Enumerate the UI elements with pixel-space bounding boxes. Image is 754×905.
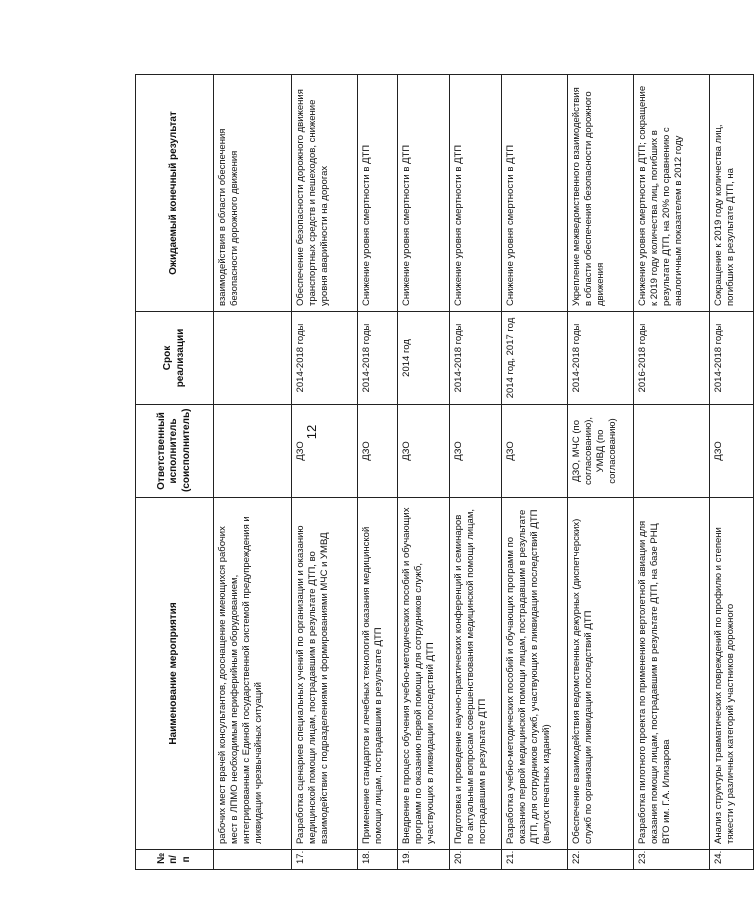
cell-num <box>214 850 292 870</box>
cell-executor: ДЗО <box>502 405 568 498</box>
cell-executor: ДЗО <box>710 405 754 498</box>
table-row <box>710 75 754 870</box>
cell-term: 2014-2018 годы <box>292 312 358 405</box>
table-row <box>358 75 398 870</box>
header-executor: Ответственный исполнитель (соисполнитель) <box>136 405 214 498</box>
table-row <box>292 75 358 870</box>
cell-result: Укрепление межведомственного взаимодействия в области обеспечения безопасности дорожного движения <box>568 75 634 312</box>
measures-table <box>135 74 754 870</box>
cell-num: 24. <box>710 850 754 870</box>
header-num: № п/п <box>136 850 214 870</box>
rotated-table-container <box>135 75 736 870</box>
cell-name: рабочих мест врачей консультантов, дооснащение имеющихся рабочих мест в ЛПМО необходимым периферийным оборудованием, интегрированным с Единой государственной системой предупреждения и ликвидации чрезвычайных ситуаций <box>214 498 292 850</box>
table-body <box>214 75 754 870</box>
cell-name: Подготовка и проведение научно-практических конференций и семинаров по актуальным вопросам совершенствования медицинской помощи лицам, пострадавшим в результате ДТП <box>450 498 502 850</box>
header-term: Срок реализации <box>136 312 214 405</box>
cell-result: Обеспечение безопасности дорожного движения транспортных средств и пешеходов, снижение уровня аварийности на дорогах <box>292 75 358 312</box>
cell-name: Применение стандартов и лечебных технологий оказания медицинской помощи лицам, пострадавшим в результате ДТП <box>358 498 398 850</box>
cell-executor: ДЗО <box>358 405 398 498</box>
table-header-row <box>136 75 214 870</box>
cell-executor <box>634 405 710 498</box>
table-row <box>398 75 450 870</box>
cell-result: взаимодействия в области обеспечения безопасности дорожного движения <box>214 75 292 312</box>
cell-num: 18. <box>358 850 398 870</box>
cell-result: Сокращение к 2019 году количества лиц, погибших в результате ДТП, на <box>710 75 754 312</box>
cell-num: 19. <box>398 850 450 870</box>
cell-executor: ДЗО, МЧС (по согласованию), УМВД (по согласованию) <box>568 405 634 498</box>
cell-num: 23. <box>634 850 710 870</box>
cell-executor: ДЗО <box>398 405 450 498</box>
cell-term: 2014-2018 годы <box>710 312 754 405</box>
header-result: Ожидаемый конечный результат <box>136 75 214 312</box>
cell-result: Снижение уровня смертности в ДТП <box>502 75 568 312</box>
cell-result: Снижение уровня смертности в ДТП; сокращение к 2019 году количества лиц, погибших в результате ДТП, на 20% по сравнению с аналогичным показателем в 2012 году <box>634 75 710 312</box>
cell-num: 22. <box>568 850 634 870</box>
cell-num: 20. <box>450 850 502 870</box>
cell-name: Разработка учебно-методических пособий и обучающих программ по оказанию первой медицинской помощи лицам, пострадавшим в результате ДТП, для сотрудников служб, участвующих в ликвидации последствий ДТП (выпуск печатных изданий) <box>502 498 568 850</box>
table-row <box>568 75 634 870</box>
cell-term: 2016-2018 годы <box>634 312 710 405</box>
cell-num: 17. <box>292 850 358 870</box>
table-row <box>634 75 710 870</box>
cell-name: Разработка сценариев специальных учений по организации и оказанию медицинской помощи лицам, пострадавшим в результате ДТП, во взаимодействии с подразделениями и формированиями МЧС и УМВД <box>292 498 358 850</box>
page-number: 12 <box>304 424 319 440</box>
header-name: Наименование мероприятия <box>136 498 214 850</box>
cell-result: Снижение уровня смертности в ДТП <box>358 75 398 312</box>
cell-term: 2014 год <box>398 312 450 405</box>
cell-executor <box>214 405 292 498</box>
table-row <box>450 75 502 870</box>
cell-term: 2014-2018 годы <box>358 312 398 405</box>
cell-name: Обеспечение взаимодействия ведомственных дежурных (диспетчерских) служб по организации ликвидации последствий ДТП <box>568 498 634 850</box>
cell-result: Снижение уровня смертности в ДТП <box>398 75 450 312</box>
cell-executor: ДЗО <box>292 405 358 498</box>
cell-name: Внедрение в процесс обучения учебно-методических пособий и обучающих программ по оказанию первой помощи для сотрудников служб, участвующих в ликвидации последствий ДТП <box>398 498 450 850</box>
cell-term: 2014-2018 годы <box>568 312 634 405</box>
cell-executor: ДЗО <box>450 405 502 498</box>
cell-name: Разработка пилотного проекта по применению вертолетной авиации для оказания помощи лицам, пострадавшим в результате ДТП, на базе РНЦ ВТО им. Г.А. Илизарова <box>634 498 710 850</box>
cell-result: Снижение уровня смертности в ДТП <box>450 75 502 312</box>
cell-term: 2014 год, 2017 год <box>502 312 568 405</box>
table-row <box>214 75 292 870</box>
cell-term: 2014-2018 годы <box>450 312 502 405</box>
table-row <box>502 75 568 870</box>
cell-num: 21. <box>502 850 568 870</box>
cell-name: Анализ структуры травматических повреждений по профилю и степени тяжести у различных категорий участников дорожного <box>710 498 754 850</box>
cell-term <box>214 312 292 405</box>
